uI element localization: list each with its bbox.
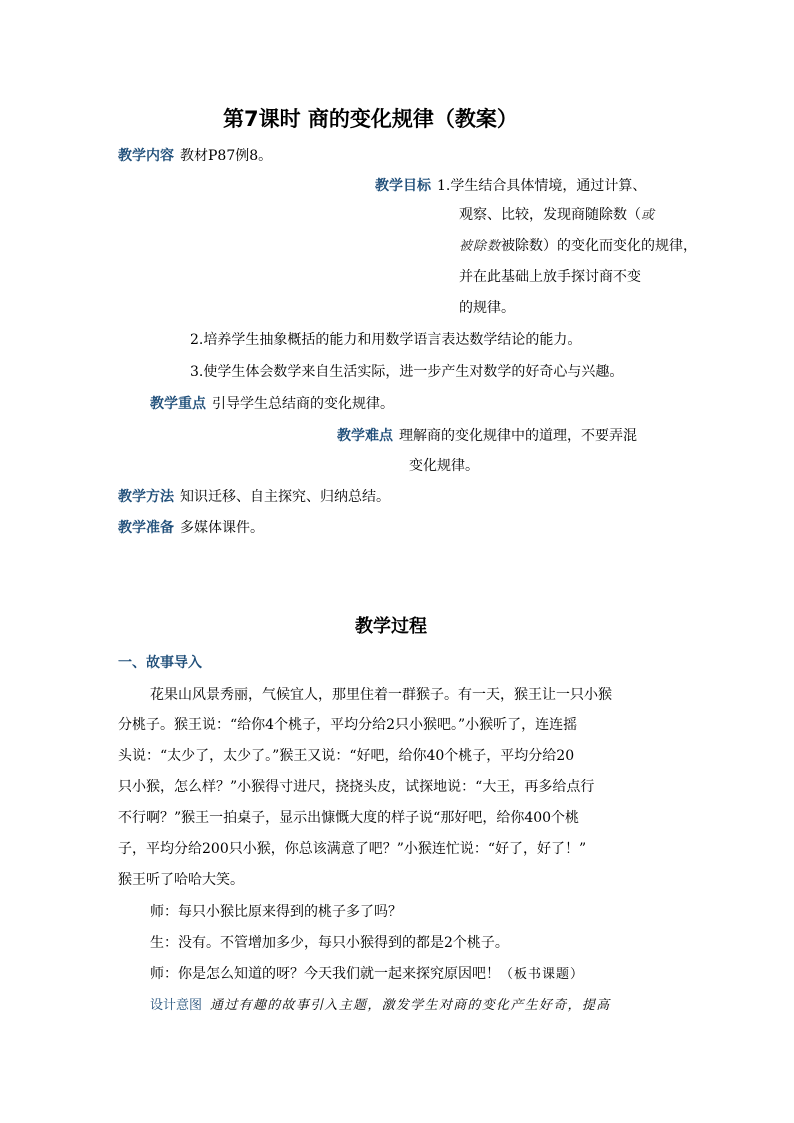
objective-1-or: 或 xyxy=(641,208,656,223)
story-line-4: 只小猴，怎么样？”小猴得寸进尺，挠挠头皮，试探地说：“大王，再多给点行 xyxy=(118,779,595,795)
difficulty-label: 教学难点 xyxy=(337,428,393,444)
objective-3: 3.使学生体会数学来自生活实际，进一步产生对数学的好奇心与兴趣。 xyxy=(190,364,624,380)
process-title: 教学过程 xyxy=(355,616,427,637)
objective-1-text-1: 1.学生结合具体情境，通过计算、 xyxy=(437,178,647,194)
dialog-teacher-2-text: 师：你是怎么知道的呀？今天我们就一起来探究原因吧！ xyxy=(150,966,500,982)
section-1-heading: 一、故事导入 xyxy=(118,655,202,671)
design-intent-label: 设计意图 xyxy=(150,998,203,1013)
key-point xyxy=(150,394,394,414)
teaching-content-text: 教材P87例8。 xyxy=(180,148,273,164)
dialog-student-1: 生：没有。不管增加多少，每只小猴得到的都是2个桃子。 xyxy=(150,935,509,951)
story-line-1: 花果山风景秀丽，气候宜人，那里住着一群猴子。有一天，猴王让一只小猴 xyxy=(150,687,612,703)
objective-1-text-2: 观察、比较，发现商随除数（ xyxy=(459,207,641,223)
story-line-7: 猴王听了哈哈大笑。 xyxy=(118,872,244,888)
objective-1-text-3: 被除数）的变化而变化的规律， xyxy=(501,238,698,254)
objective-2: 2.培养学生抽象概括的能力和用数学语言表达数学结论的能力。 xyxy=(190,332,582,348)
objective-1-dividend: 被除数 xyxy=(459,239,502,254)
teaching-method-label: 教学方法 xyxy=(118,489,174,505)
story-line-6: 子，平均分给200只小猴，你总该满意了吧？”小猴连忙说：“好了，好了！” xyxy=(118,841,587,857)
objective-1-line-5: 的规律。 xyxy=(459,300,515,316)
objective-1-line-2 xyxy=(459,205,655,226)
difficulty-text-1: 理解商的变化规律中的道理，不要弄混 xyxy=(399,428,637,444)
teaching-prep-text: 多媒体课件。 xyxy=(180,520,264,536)
objective-1-line-3 xyxy=(459,236,697,257)
teaching-content-label: 教学内容 xyxy=(118,148,174,164)
teaching-prep xyxy=(118,518,264,538)
teaching-method xyxy=(118,487,390,507)
story-line-2: 分桃子。猴王说：“给你4个桃子，平均分给2只小猴吧。”小猴听了，连连摇 xyxy=(118,717,578,733)
page-title: 第7课时 商的变化规律（教案） xyxy=(223,107,518,131)
difficulty-line-1 xyxy=(337,426,637,446)
design-intent-text: 通过有趣的故事引入主题，激发学生对商的变化产生好奇，提高 xyxy=(210,998,611,1013)
objective-1-line-1 xyxy=(375,176,646,196)
dialog-teacher-1: 师：每只小猴比原来得到的桃子多了吗？ xyxy=(150,904,402,920)
difficulty-line-2: 变化规律。 xyxy=(409,458,479,474)
teaching-content xyxy=(118,146,272,166)
teaching-prep-label: 教学准备 xyxy=(118,520,174,536)
story-line-5: 不行啊？”猴王一拍桌子，显示出慷慨大度的样子说“那好吧，给你400个桃 xyxy=(118,810,580,826)
board-note: （板书课题） xyxy=(500,967,585,982)
dialog-teacher-2 xyxy=(150,964,584,985)
objectives-label: 教学目标 xyxy=(375,178,431,194)
teaching-method-text: 知识迁移、自主探究、归纳总结。 xyxy=(180,489,390,505)
design-intent xyxy=(150,995,610,1016)
objective-1-line-4: 并在此基础上放手探讨商不变 xyxy=(459,269,641,285)
key-point-text: 引导学生总结商的变化规律。 xyxy=(212,396,394,412)
key-point-label: 教学重点 xyxy=(150,396,206,412)
story-line-3: 头说：“太少了，太少了。”猴王又说：“好吧，给你40个桃子，平均分给20 xyxy=(118,748,575,764)
